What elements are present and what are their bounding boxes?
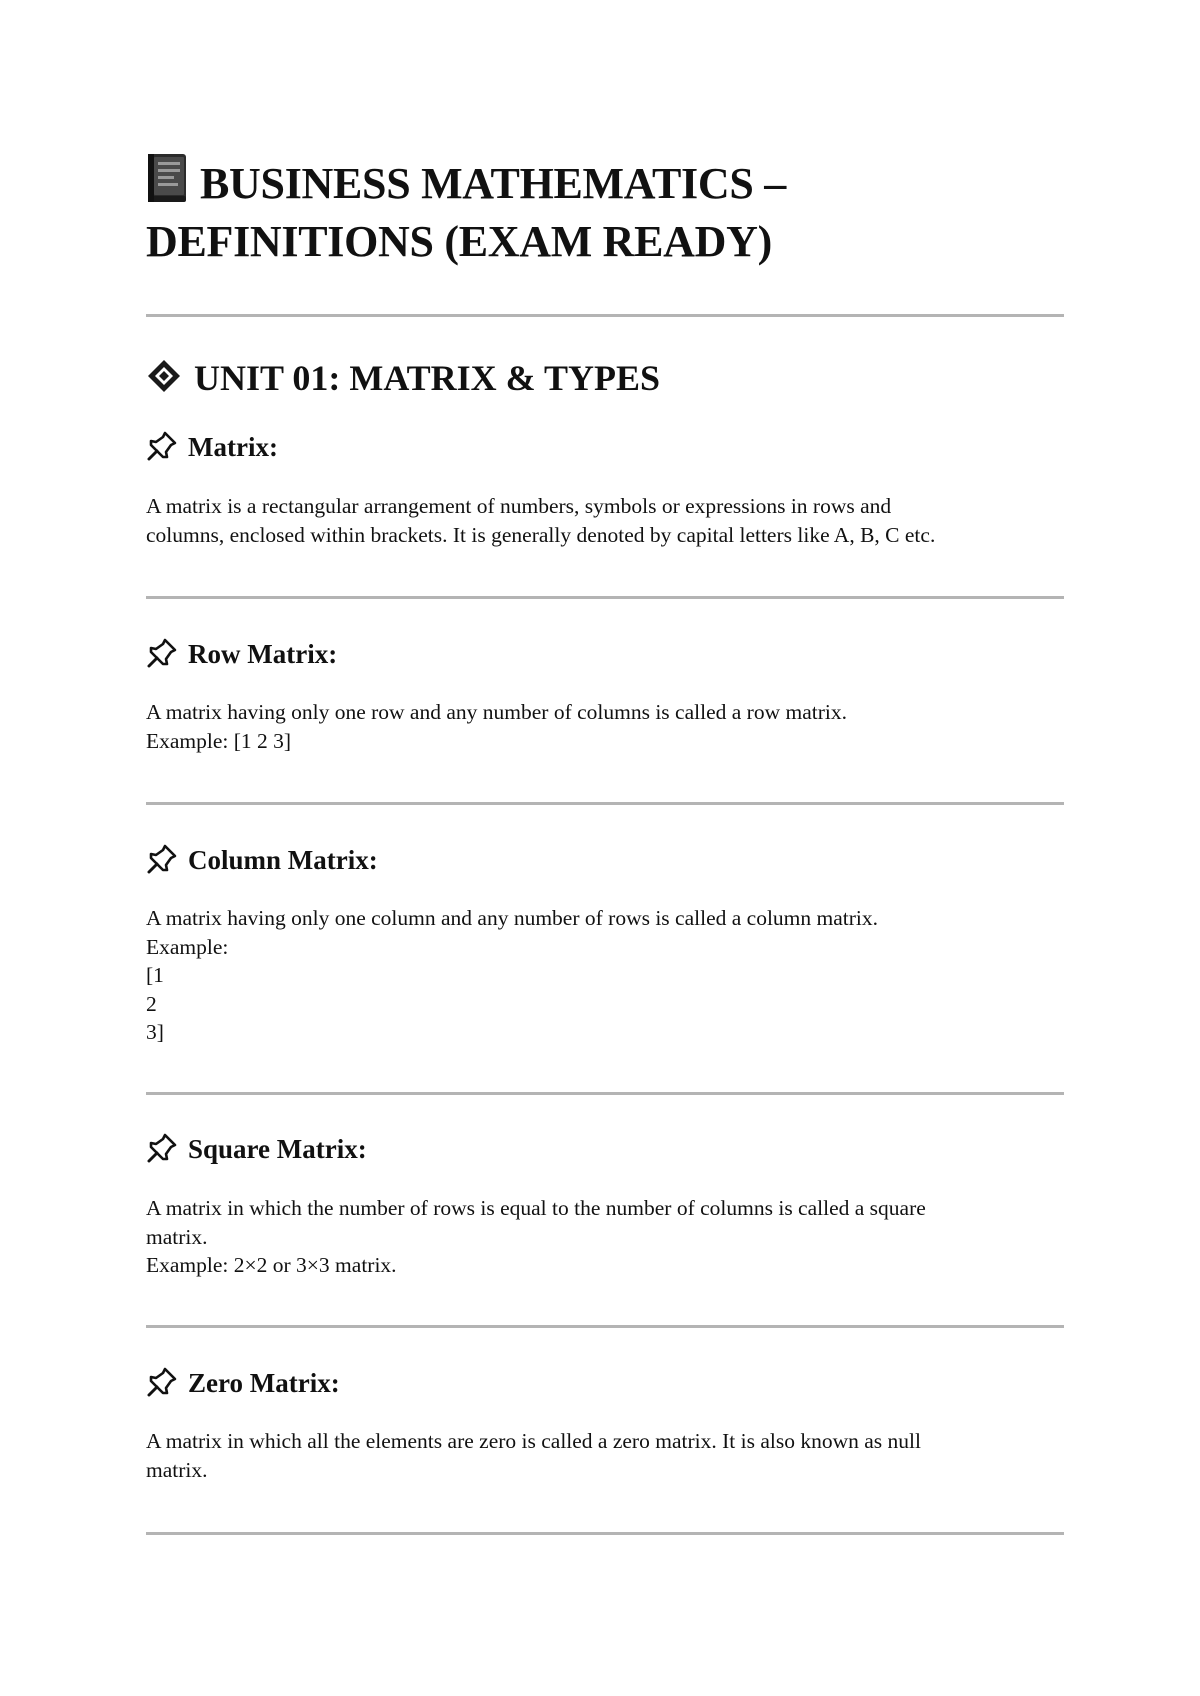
- definition-body-square-matrix: [146, 1194, 1064, 1280]
- definition-line: A matrix in which all the elements are zero is called a zero matrix. It is also known as null: [146, 1429, 921, 1453]
- pushpin-icon: [146, 843, 178, 875]
- definition-line: matrix.: [146, 1224, 208, 1249]
- definition-body-zero-matrix: [146, 1427, 1064, 1484]
- definition-term: Row Matrix:: [188, 639, 338, 669]
- definition-term: Zero Matrix:: [188, 1368, 340, 1398]
- unit-heading: [146, 356, 660, 400]
- definition-body-row-matrix: [146, 698, 1064, 755]
- definition-line: A matrix is a rectangular arrangement of numbers, symbols or expressions in rows and: [146, 494, 892, 518]
- pushpin-icon: [146, 637, 178, 669]
- pushpin-icon: [146, 430, 178, 462]
- unit-heading-text: UNIT 01: MATRIX & TYPES: [194, 358, 661, 398]
- pushpin-icon: [146, 1366, 178, 1398]
- definition-line: Example: [1 2 3]: [146, 728, 292, 753]
- divider: [146, 1325, 1064, 1328]
- divider: [146, 1532, 1064, 1535]
- definition-heading-row-matrix: [146, 637, 337, 671]
- definition-line: A matrix having only one row and any number of columns is called a row matrix.: [146, 700, 847, 724]
- definition-term: Column Matrix:: [188, 845, 378, 875]
- definition-line: Example:: [146, 934, 229, 959]
- divider: [146, 1092, 1064, 1095]
- title-line-1: BUSINESS MATHEMATICS –: [200, 159, 786, 208]
- definition-line: columns, enclosed within brackets. It is generally denoted by capital letters like A, B, C etc.: [146, 522, 936, 547]
- definition-heading-matrix: [146, 430, 278, 464]
- divider: [146, 596, 1064, 599]
- definition-heading-square-matrix: [146, 1132, 367, 1166]
- definition-line: [1: [146, 963, 164, 987]
- definition-term: Matrix:: [188, 432, 278, 462]
- definition-heading-column-matrix: [146, 843, 378, 877]
- pushpin-icon: [146, 1132, 178, 1164]
- title-line-2: DEFINITIONS (EXAM READY): [146, 217, 772, 266]
- book-icon: [146, 152, 190, 204]
- definition-line: A matrix in which the number of rows is equal to the number of columns is called a square: [146, 1196, 926, 1220]
- definition-line: A matrix having only one column and any number of rows is called a column matrix.: [146, 906, 879, 930]
- definition-line: Example: 2×2 or 3×3 matrix.: [146, 1253, 397, 1277]
- document-title: [146, 152, 1064, 271]
- diamond-icon: [146, 358, 182, 394]
- divider: [146, 802, 1064, 805]
- definition-line: 3]: [146, 1020, 164, 1044]
- definition-body-matrix: [146, 492, 1064, 549]
- divider: [146, 314, 1064, 317]
- definition-body-column-matrix: [146, 904, 1064, 1047]
- definition-line: 2: [146, 991, 157, 1016]
- definition-heading-zero-matrix: [146, 1366, 340, 1400]
- definition-term: Square Matrix:: [188, 1134, 367, 1164]
- definition-line: matrix.: [146, 1457, 208, 1482]
